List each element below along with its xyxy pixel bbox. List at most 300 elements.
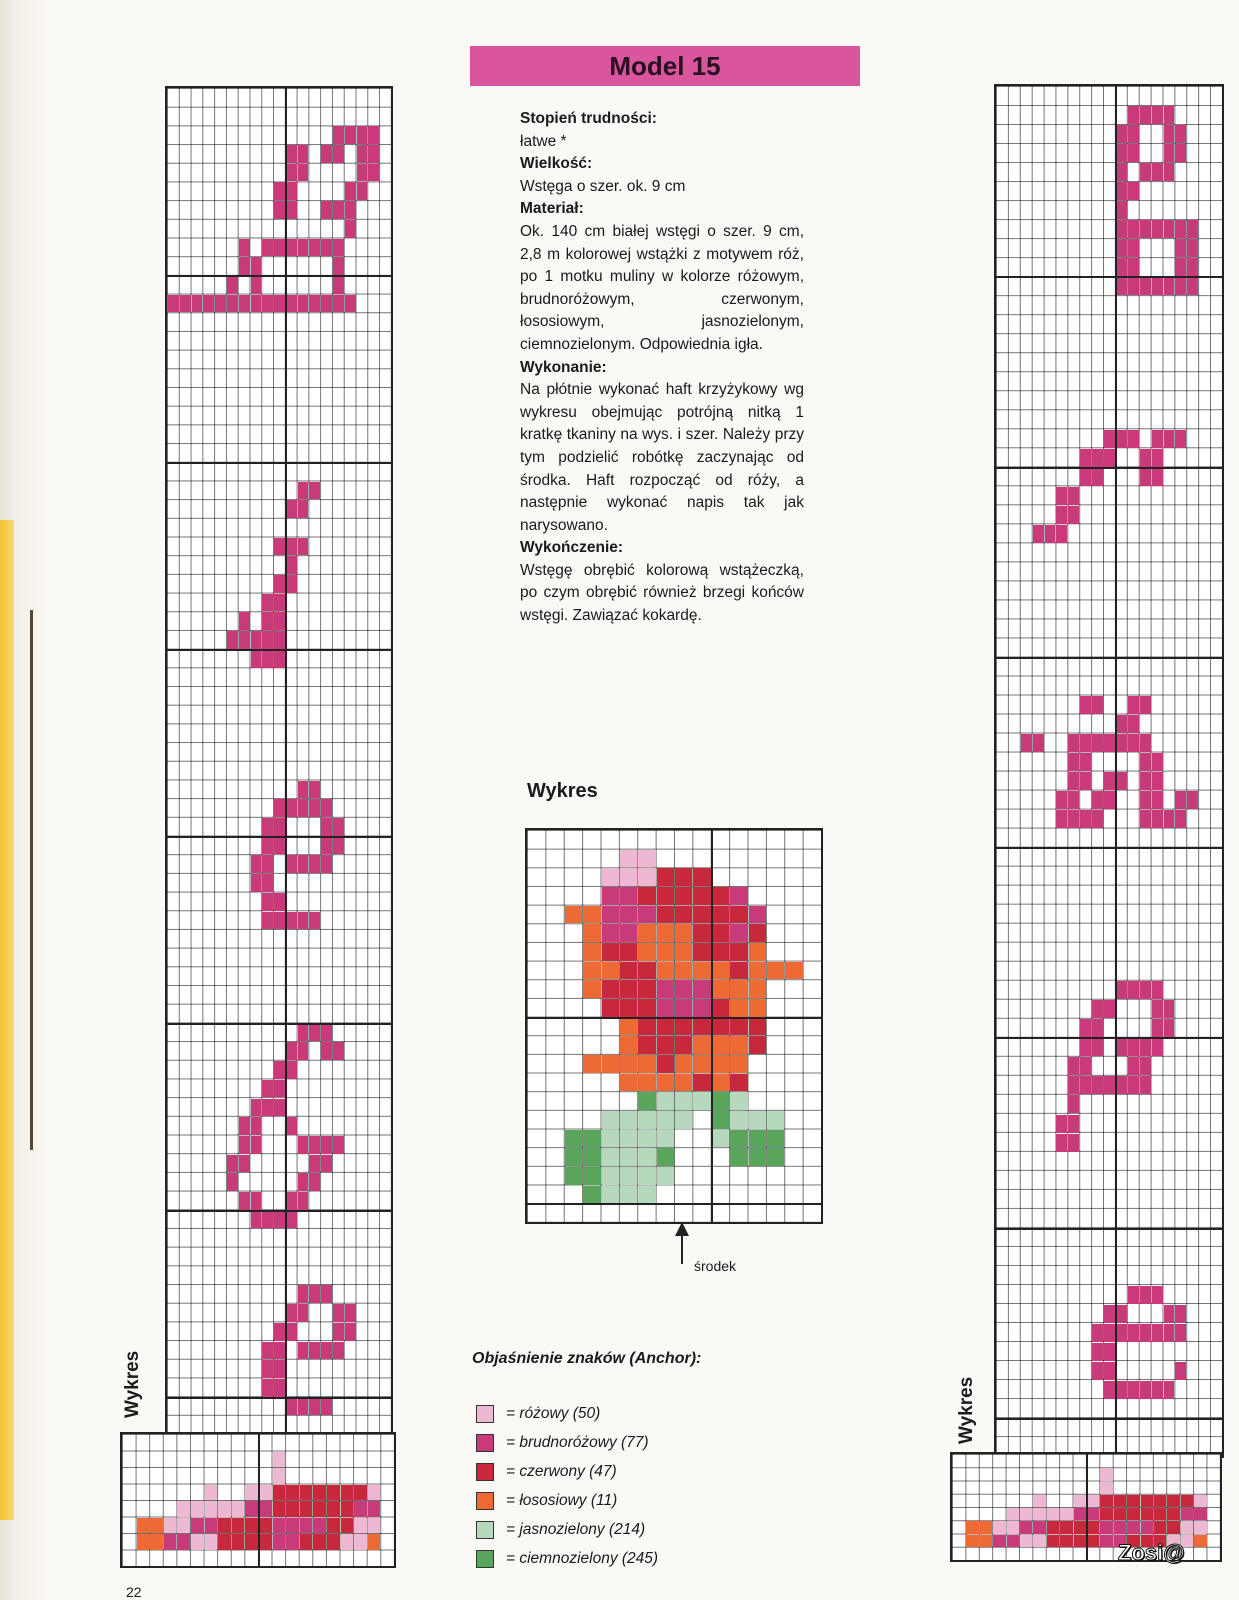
stitch-cell [245,1518,258,1534]
stitch-cell [1152,1019,1163,1037]
stitch-cell [693,943,710,961]
stitch-cell [321,1285,332,1303]
stitch-cell [638,1036,655,1054]
stitch-cell [333,1136,344,1154]
stitch-cell [638,1167,655,1185]
stitch-cell [1128,220,1139,238]
stitch-cell [1164,277,1175,295]
stitch-cell [1175,791,1186,809]
stitch-cell [620,980,637,998]
stitch-cell [675,1018,692,1036]
stitch-cell [1116,201,1127,219]
stitch-cell [657,1036,674,1054]
stitch-cell [1116,734,1127,752]
stitch-cell [357,145,368,163]
stitch-cell [620,999,637,1017]
stitch-cell [298,239,309,257]
stitch-cell [712,1092,729,1110]
stitch-cell [675,999,692,1017]
grid-major-line [1086,1454,1088,1560]
stitch-cell [1140,468,1151,486]
stitch-cell [1181,1508,1193,1520]
stitch-cell [368,1534,381,1550]
stitch-cell [345,1323,356,1341]
stitch-cell [1164,220,1175,238]
stitch-cell [657,924,674,942]
stitch-cell [239,612,250,630]
stitch-cell [164,1534,177,1550]
grid-major-line [996,1037,1222,1039]
grid-major-line [167,1023,391,1025]
rose-chart-heading: Wykres [527,780,598,802]
stitch-cell [1181,1521,1193,1533]
stitch-cell [274,1379,285,1397]
stitch-cell [980,1535,992,1547]
stitch-cell [205,1501,218,1517]
stitch-cell [730,962,747,980]
stitch-cell [1152,1000,1163,1018]
stitch-cell [298,538,309,556]
stitch-cell [239,239,250,257]
stitch-cell [298,1042,309,1060]
stitch-cell [309,912,320,930]
stitch-cell [309,799,320,817]
stitch-cell [1128,144,1139,162]
grid-major-line [527,1017,821,1019]
stitch-cell [730,1018,747,1036]
grid-major-line [1115,86,1117,1456]
grid-major-line [996,657,1222,659]
binding-shadow-line [30,610,33,1150]
stitch-cell [180,295,191,313]
stitch-cell [1175,430,1186,448]
stitch-cell [749,999,766,1017]
center-label: środek [694,1258,737,1274]
stitch-cell [749,943,766,961]
stitch-cell [274,594,285,612]
stitch-cell [1092,449,1103,467]
stitch-cell [1140,810,1151,828]
stitch-cell [1033,1495,1045,1507]
stitch-cell [245,1501,258,1517]
stitch-cell [251,874,262,892]
stitch-cell [1116,258,1127,276]
stitch-cell [259,1501,272,1517]
stitch-cell [274,1211,285,1229]
stitch-cell [1092,1038,1103,1056]
stitch-cell [602,999,619,1017]
stitch-cell [749,1130,766,1148]
stitch-cell [286,1304,297,1322]
stitch-cell [309,781,320,799]
stitch-cell [357,126,368,144]
stitch-cell [1194,1521,1206,1533]
stitch-cell [245,1534,258,1550]
stitch-cell [341,1485,354,1501]
stitch-cell [675,1036,692,1054]
stitch-cell [333,837,344,855]
stitch-cell [1175,1324,1186,1342]
stitch-cell [321,1155,332,1173]
stitch-cell [345,201,356,219]
stitch-cell [693,906,710,924]
rose-chart [525,828,823,1224]
stitch-cell [1187,258,1198,276]
stitch-cell [1116,239,1127,257]
stitch-cell [300,1518,313,1534]
stitch-cell [274,1323,285,1341]
stitch-cell [368,1518,381,1534]
stitch-cell [354,1485,367,1501]
legend-swatch [476,1405,494,1423]
stitch-cell [1116,163,1127,181]
stitch-cell [262,631,273,649]
stitch-cell [1128,239,1139,257]
stitch-cell [1128,430,1139,448]
stitch-cell [259,1485,272,1501]
stitch-cell [1068,1076,1079,1094]
stitch-cell [251,1099,262,1117]
stitch-cell [168,295,179,313]
stitch-cell [1087,1521,1099,1533]
grid-major-line [167,836,391,838]
stitch-cell [1056,1115,1067,1133]
stitch-cell [274,799,285,817]
stitch-cell [1127,1521,1139,1533]
watermark: Zosi@ [1118,1540,1185,1565]
stitch-cell [638,943,655,961]
stitch-cell [1104,1000,1115,1018]
stitch-cell [191,1518,204,1534]
stitch-cell [693,1074,710,1092]
stitch-cell [1007,1508,1019,1520]
stitch-cell [286,1501,299,1517]
stitch-cell [333,257,344,275]
stitch-cell [259,1534,272,1550]
stitch-cell [1140,220,1151,238]
stitch-cell [354,1534,367,1550]
stitch-cell [1152,430,1163,448]
stitch-cell [341,1501,354,1517]
stitch-cell [1068,753,1079,771]
legend-row [476,1489,617,1513]
instruction-text: łatwe * [520,132,567,150]
stitch-cell [602,1111,619,1129]
stitch-cell [583,1186,600,1204]
stitch-cell [1080,468,1091,486]
legend-row [476,1460,617,1484]
stitch-cell [1007,1535,1019,1547]
stitch-cell [1164,430,1175,448]
stitch-cell [1116,1381,1127,1399]
stitch-cell [286,1117,297,1135]
stitch-cell [1164,1000,1175,1018]
stitch-cell [675,887,692,905]
stitch-cell [583,1148,600,1166]
right-wykres-label: Wykres [956,1376,977,1444]
stitch-cell [1175,277,1186,295]
stitch-cell [1152,106,1163,124]
stitch-cell [313,1534,326,1550]
stitch-cell [1047,1521,1059,1533]
stitch-cell [298,1136,309,1154]
stitch-cell [1033,734,1044,752]
stitch-cell [227,1155,238,1173]
stitch-cell [749,962,766,980]
stitch-cell [693,1092,710,1110]
stitch-cell [1164,810,1175,828]
stitch-cell [227,631,238,649]
grid-major-line [167,275,391,277]
stitch-cell [1116,430,1127,448]
grid-major-line [167,649,391,651]
stitch-cell [1128,1038,1139,1056]
stitch-cell [1104,1343,1115,1361]
stitch-cell [638,1111,655,1129]
stitch-cell [262,612,273,630]
stitch-cell [1164,106,1175,124]
stitch-cell [286,239,297,257]
stitch-cell [354,1518,367,1534]
legend-swatch [476,1550,494,1568]
stitch-cell [232,1534,245,1550]
page-title: Model 15 [609,50,721,81]
stitch-cell [1100,1495,1112,1507]
stitch-cell [1020,1535,1032,1547]
stitch-cell [239,1117,250,1135]
stitch-cell [1104,1305,1115,1323]
stitch-cell [583,980,600,998]
stitch-cell [602,1167,619,1185]
stitch-cell [1087,1508,1099,1520]
stitch-cell [1104,791,1115,809]
legend-label: = łososiowy (11) [506,1492,618,1509]
stitch-cell [1181,1495,1193,1507]
stitch-cell [602,1130,619,1148]
stitch-cell [298,500,309,518]
stitch-cell [1092,696,1103,714]
stitch-cell [638,924,655,942]
stitch-cell [657,887,674,905]
stitch-cell [993,1535,1005,1547]
stitch-cell [657,1130,674,1148]
stitch-cell [354,1501,367,1517]
stitch-cell [1092,1000,1103,1018]
stitch-cell [298,799,309,817]
stitch-cell [357,182,368,200]
stitch-cell [767,1111,784,1129]
stitch-cell [327,1518,340,1534]
stitch-cell [333,295,344,313]
stitch-cell [191,1501,204,1517]
grid-major-line [996,467,1222,469]
stitch-cell [1104,449,1115,467]
stitch-cell [203,295,214,313]
stitch-cell [1154,1508,1166,1520]
legend-title: Objaśnienie znaków (Anchor): [472,1350,702,1367]
stitch-cell [620,943,637,961]
stitch-cell [1116,1324,1127,1342]
stitch-cell [785,962,802,980]
stitch-cell [1128,258,1139,276]
left-wykres-label: Wykres [122,1350,143,1418]
stitch-cell [583,1167,600,1185]
stitch-cell [1100,1482,1112,1494]
stitch-cell [1164,144,1175,162]
stitch-cell [1104,1381,1115,1399]
stitch-cell [300,1534,313,1550]
stitch-cell [1114,1495,1126,1507]
stitch-cell [274,1360,285,1378]
legend-row [476,1402,600,1426]
stitch-cell [298,1304,309,1322]
stitch-cell [620,887,637,905]
stitch-cell [1116,144,1127,162]
stitch-cell [693,887,710,905]
stitch-cell [749,1111,766,1129]
stitch-cell [1152,1381,1163,1399]
stitch-cell [602,962,619,980]
stitch-cell [232,1518,245,1534]
legend-swatch [476,1463,494,1481]
stitch-cell [1007,1521,1019,1533]
stitch-cell [274,1061,285,1079]
stitch-cell [286,556,297,574]
page-number: 22 [126,1584,142,1600]
stitch-cell [262,1342,273,1360]
stitch-cell [274,912,285,930]
stitch-cell [1152,1038,1163,1056]
stitch-cell [1020,1508,1032,1520]
stitch-cell [730,887,747,905]
stitch-cell [675,906,692,924]
stitch-cell [321,799,332,817]
stitch-cell [730,943,747,961]
stitch-cell [205,1534,218,1550]
stitch-cell [1068,506,1079,524]
stitch-cell [239,295,250,313]
stitch-cell [1140,1057,1151,1075]
stitch-cell [693,868,710,886]
stitch-cell [1128,981,1139,999]
stitch-cell [1114,1521,1126,1533]
instruction-text: Wstęga o szer. ok. 9 cm [520,177,686,195]
stitch-cell [1116,715,1127,733]
stitch-cell [313,1485,326,1501]
stitch-cell [177,1518,190,1534]
stitch-cell [262,818,273,836]
stitch-cell [1056,810,1067,828]
stitch-cell [321,295,332,313]
stitch-cell [602,887,619,905]
stitch-cell [251,295,262,313]
stitch-cell [262,239,273,257]
stitch-cell [368,164,379,182]
stitch-cell [1080,449,1091,467]
stitch-cell [1175,810,1186,828]
stitch-cell [286,201,297,219]
stitch-cell [1104,1324,1115,1342]
stitch-cell [1100,1508,1112,1520]
stitch-cell [1164,125,1175,143]
stitch-cell [1092,1362,1103,1380]
stitch-cell [357,164,368,182]
grid-major-line [285,88,287,1434]
stitch-cell [1140,981,1151,999]
stitch-cell [368,145,379,163]
stitch-cell [1167,1521,1179,1533]
stitch-cell [1092,1076,1103,1094]
stitch-cell [333,239,344,257]
stitch-cell [232,1501,245,1517]
stitch-cell [309,239,320,257]
stitch-cell [262,1211,273,1229]
stitch-cell [620,1111,637,1129]
stitch-cell [1068,791,1079,809]
stitch-cell [638,1186,655,1204]
stitch-cell [262,594,273,612]
instruction-heading: Stopień trudności: [520,110,657,127]
stitch-cell [227,1173,238,1191]
stitch-cell [286,1398,297,1416]
stitch-cell [1140,163,1151,181]
stitch-cell [298,1173,309,1191]
stitch-cell [309,1155,320,1173]
stitch-cell [251,1136,262,1154]
stitch-cell [749,1018,766,1036]
stitch-cell [602,980,619,998]
stitch-cell [1092,734,1103,752]
legend-row [476,1518,645,1542]
stitch-cell [309,1342,320,1360]
instruction-heading: Wykonanie: [520,358,607,376]
stitch-cell [1140,449,1151,467]
stitch-cell [274,631,285,649]
stitch-cell [1140,696,1151,714]
stitch-cell [1080,696,1091,714]
stitch-cell [712,999,729,1017]
stitch-cell [298,1342,309,1360]
stitch-cell [1164,1324,1175,1342]
instructions-block [520,108,804,628]
stitch-cell [1140,1286,1151,1304]
stitch-cell [675,980,692,998]
stitch-cell [1152,753,1163,771]
stitch-cell [262,912,273,930]
instruction-heading: Wykończenie: [520,539,624,557]
stitch-cell [321,1024,332,1042]
stitch-cell [298,164,309,182]
stitch-cell [620,924,637,942]
stitch-cell [1080,1076,1091,1094]
stitch-cell [205,1485,218,1501]
stitch-cell [345,126,356,144]
legend-label: = ciemnozielony (245) [506,1550,659,1567]
stitch-cell [657,868,674,886]
stitch-cell [1194,1508,1206,1520]
stitch-cell [712,1036,729,1054]
stitch-cell [309,855,320,873]
stitch-cell [273,1485,286,1501]
stitch-cell [1116,1076,1127,1094]
grid-major-line [527,1203,821,1205]
stitch-cell [286,799,297,817]
stitch-cell [1140,772,1151,790]
stitch-cell [262,855,273,873]
stitch-cell [1080,1019,1091,1037]
stitch-cell [309,482,320,500]
stitch-cell [675,1092,692,1110]
